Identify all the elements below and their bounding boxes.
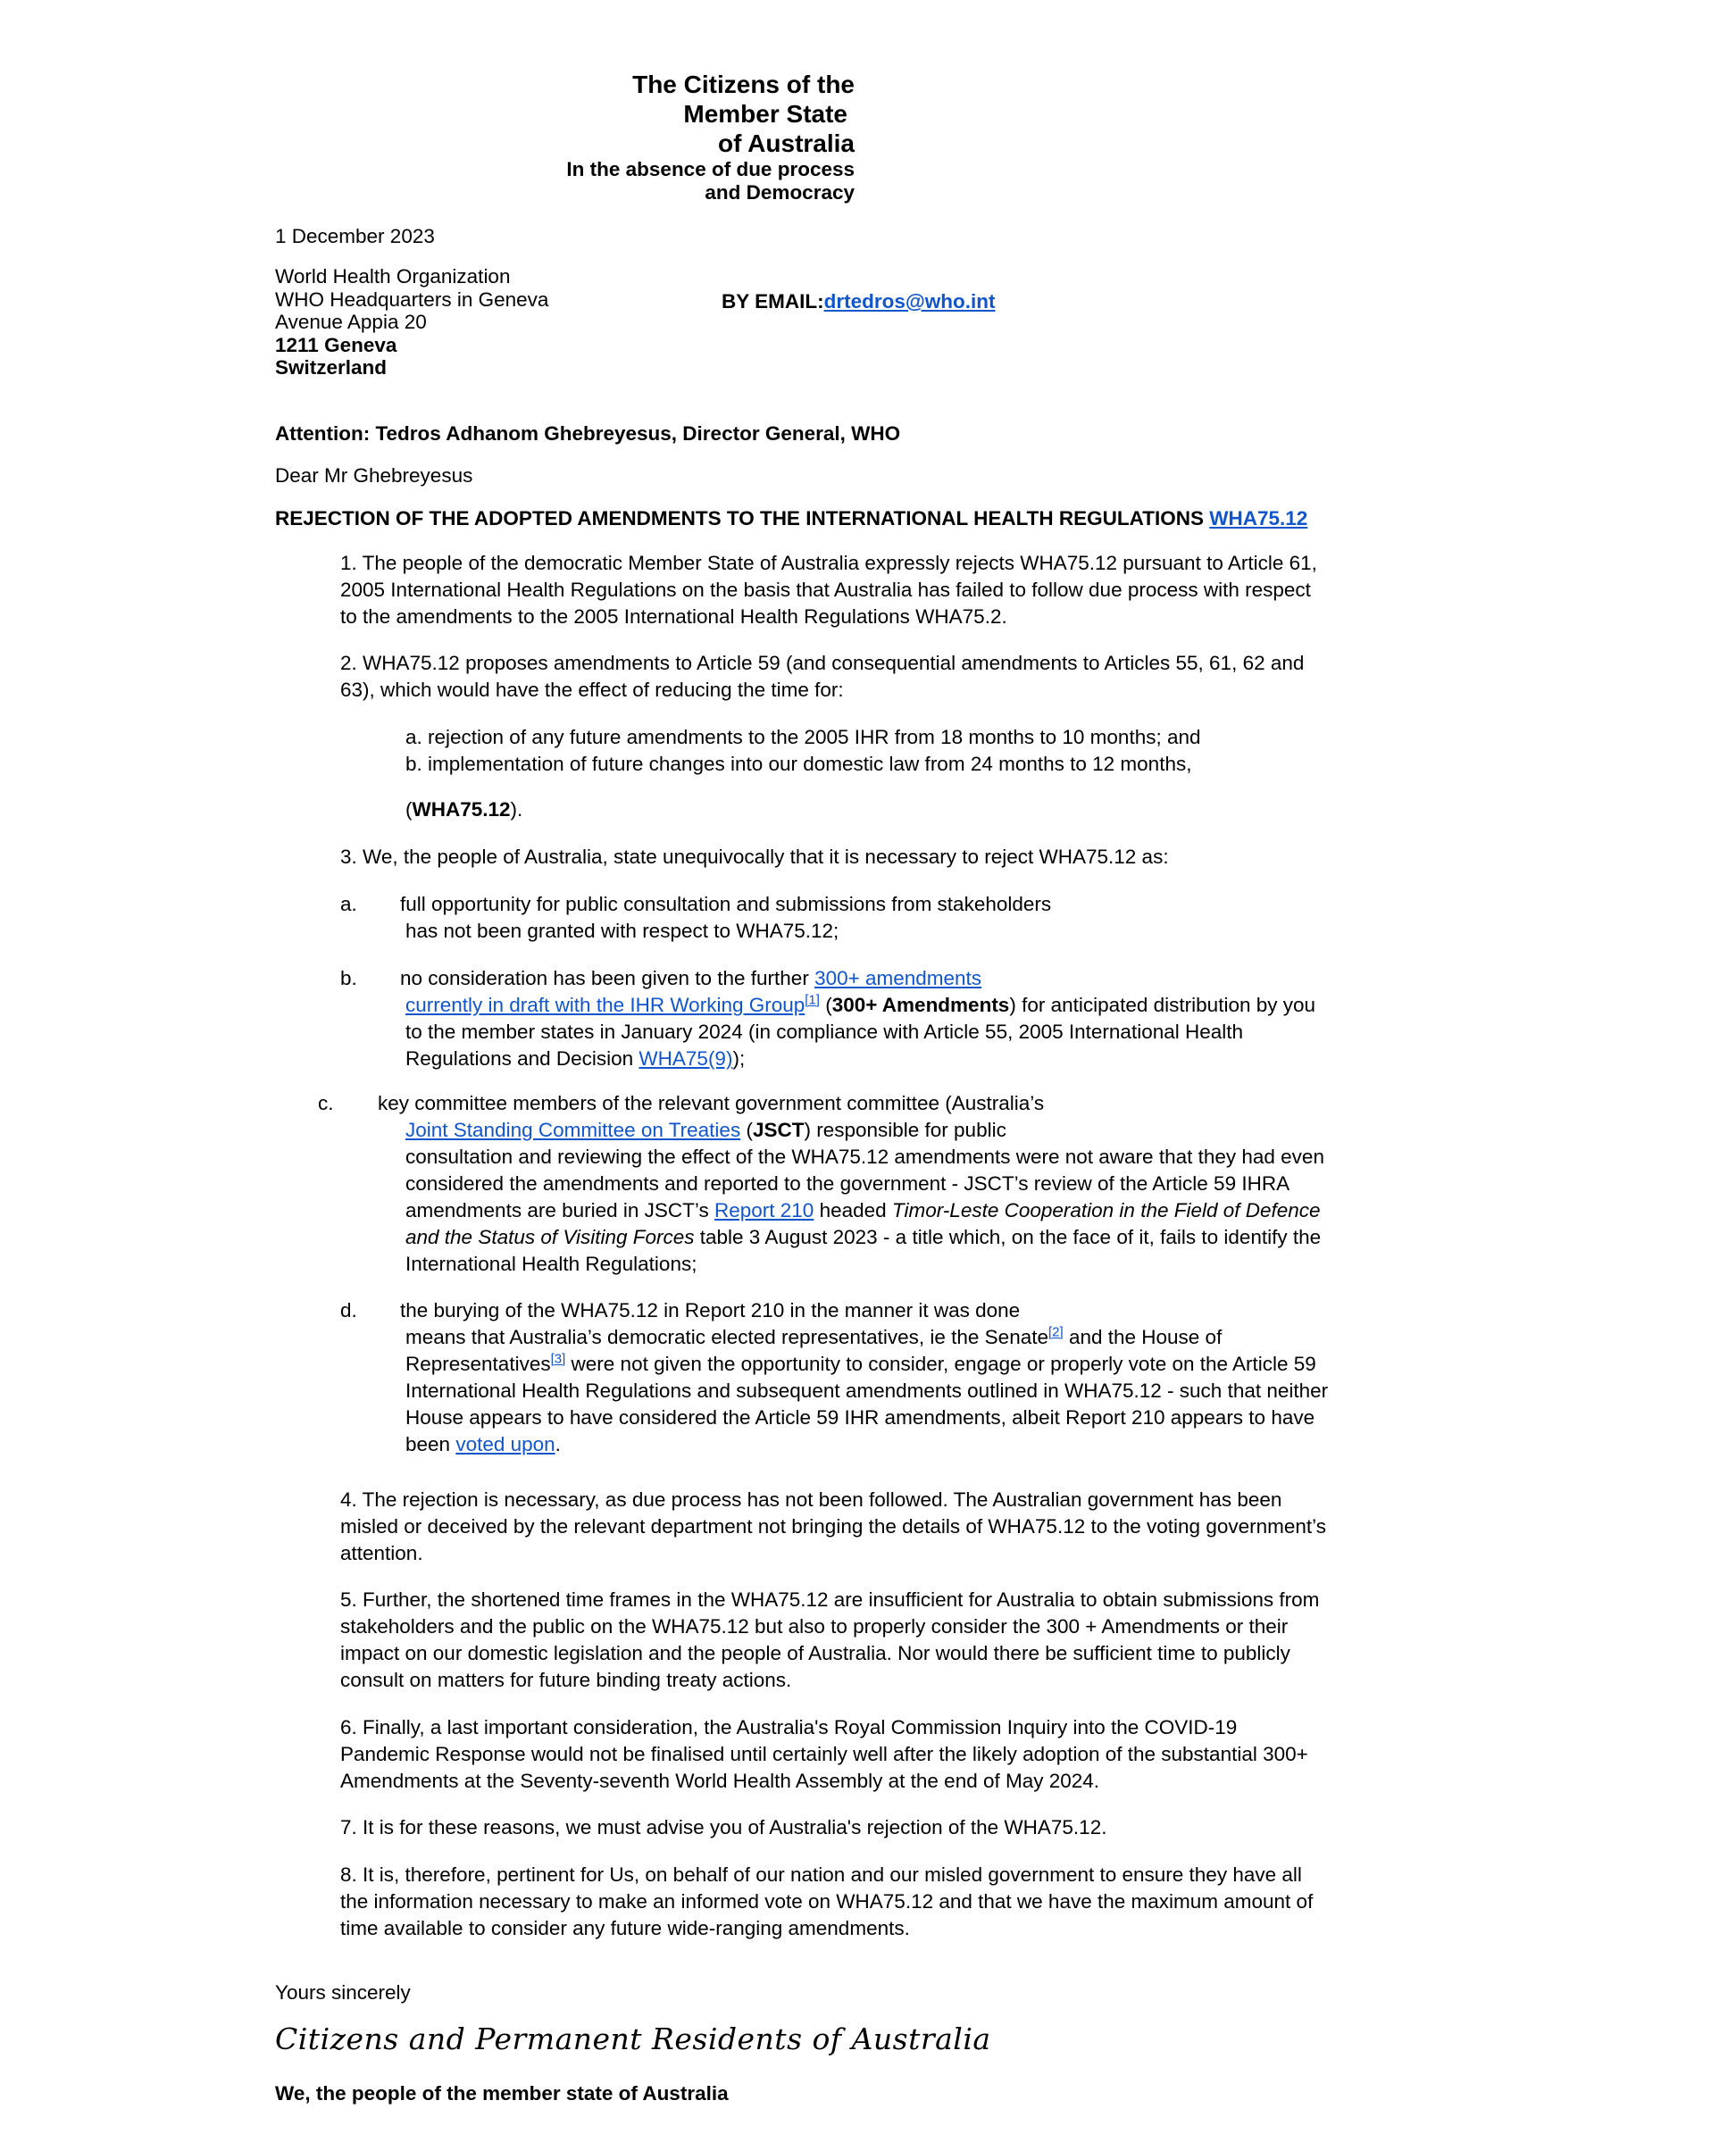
p2-paren-bold: WHA75.12 — [412, 798, 511, 821]
recipient-address — [275, 265, 548, 379]
p5-line: impact on our domestic legislation and the people of Australia. Nor would there be sufficient time to publicly — [340, 1642, 1290, 1664]
p3c-text: ) responsible for public — [804, 1119, 1006, 1141]
p3-item-b-label: b. — [340, 967, 357, 989]
footnote-1-link[interactable]: [1] — [805, 992, 820, 1008]
p3c-text: amendments are buried in JSCT’s — [405, 1199, 714, 1221]
p8-line: 8. It is, therefore, pertinent for Us, on behalf of our nation and our misled government to ensure they have all — [340, 1863, 1302, 1886]
p5-line: stakeholders and the public on the WHA75.12 but also to properly consider the 300 + Amendments or their — [340, 1615, 1289, 1638]
report-210-link[interactable]: Report 210 — [714, 1199, 814, 1221]
p3b-text: no consideration has been given to the further — [400, 967, 815, 989]
p1-line: to the amendments to the 2005 International Health Regulations WHA75.2. — [340, 605, 1007, 628]
paragraph-6 — [340, 1714, 1308, 1795]
p2-paren-open: ( — [405, 798, 413, 821]
paragraph-2 — [340, 650, 1304, 704]
address-line-4: 1211 Geneva — [275, 333, 397, 356]
p2-item-a: a. rejection of any future amendments to the 2005 IHR from 18 months to 10 months; and — [405, 726, 1201, 748]
paragraph-4 — [340, 1487, 1326, 1567]
attention-line: Attention: Tedros Adhanom Ghebreyesus, Director General, WHO — [275, 422, 901, 445]
p5-line: consult on matters for future binding treaty actions. — [340, 1669, 792, 1691]
p3d-line: the burying of the WHA75.12 in Report 210 in the manner it was done — [400, 1299, 1021, 1321]
paragraph-3-intro: 3. We, the people of Australia, state unequivocally that it is necessary to reject WHA75.12 as: — [340, 846, 1169, 868]
letterhead — [566, 70, 855, 204]
footnote-2-link[interactable]: [2] — [1048, 1324, 1064, 1340]
p6-line: Pandemic Response would not be finalised until certainly well after the likely adoption of the substantial 300+ — [340, 1743, 1308, 1765]
p3b-text: ( — [819, 994, 832, 1016]
p3d-text: means that Australia’s democratic elected representatives, ie the Senate — [405, 1326, 1048, 1348]
p3b-bold: 300+ Amendments — [831, 994, 1010, 1016]
amendments-link[interactable]: 300+ amendments — [814, 967, 982, 989]
p3d-text: and the House of — [1063, 1326, 1223, 1348]
p3c-line: considered the amendments and reported to the government - JSCT’s review of the Article 59 IHRA — [405, 1172, 1290, 1195]
p1-line: 1. The people of the democratic Member State of Australia expressly rejects WHA75.12 pursuant to Article 61, — [340, 552, 1317, 574]
p2-line: 2. WHA75.12 proposes amendments to Article 59 (and consequential amendments to Articles 55, 61, 62 and — [340, 652, 1305, 674]
p2-paren-close: ). — [510, 798, 523, 821]
subject-link[interactable]: WHA75.12 — [1209, 507, 1308, 529]
p3b-text: ) for anticipated distribution by you — [1009, 994, 1316, 1016]
p6-line: Amendments at the Seventy-seventh World Health Assembly at the end of May 2024. — [340, 1770, 1100, 1792]
p3a-line: full opportunity for public consultation and submissions from stakeholders — [400, 893, 1052, 915]
p4-line: attention. — [340, 1542, 423, 1564]
letterhead-line-1: The Citizens of the — [632, 71, 855, 98]
closing: Yours sincerely — [275, 1981, 411, 2004]
address-line-3: Avenue Appia 20 — [275, 311, 427, 333]
p2-line: 63), which would have the effect of reducing the time for: — [340, 679, 844, 701]
p4-line: 4. The rejection is necessary, as due process has not been followed. The Australian government has been — [340, 1488, 1282, 1511]
subject-line — [275, 505, 1307, 532]
p3d-text: . — [555, 1433, 561, 1455]
p3-item-d — [400, 1297, 1328, 1458]
p3-item-b — [400, 965, 1315, 1072]
letterhead-line-2: Member State — [683, 100, 847, 128]
subject-text: REJECTION OF THE ADOPTED AMENDMENTS TO THE INTERNATIONAL HEALTH REGULATIONS — [275, 507, 1205, 529]
p4-line: misled or deceived by the relevant department not bringing the details of WHA75.12 to the voting government’s — [340, 1515, 1326, 1538]
p3a-line: has not been granted with respect to WHA75.12; — [405, 920, 839, 942]
p1-line: 2005 International Health Regulations on the basis that Australia has failed to follow due process with respect — [340, 579, 1311, 601]
p2-item-b: b. implementation of future changes into our domestic law from 24 months to 12 months, — [405, 753, 1192, 775]
p3c-line: key committee members of the relevant government committee (Australia’s — [378, 1092, 1045, 1114]
address-line-2: WHO Headquarters in Geneva — [275, 288, 549, 311]
p2-reference — [405, 796, 522, 823]
p3-item-a — [400, 891, 1051, 945]
voted-upon-link[interactable]: voted upon — [455, 1433, 555, 1455]
p6-line: 6. Finally, a last important consideration, the Australia's Royal Commission Inquiry into the COVID-19 — [340, 1716, 1238, 1738]
p3-item-a-label: a. — [340, 893, 357, 915]
signature: Citizens and Permanent Residents of Australia — [275, 2021, 991, 2056]
p8-line: the information necessary to make an informed vote on WHA75.12 and that we have the maximum amount of — [340, 1890, 1314, 1913]
p3d-text: were not given the opportunity to consider, engage or properly vote on the Article 59 — [565, 1353, 1316, 1375]
wha75-9-link[interactable]: WHA75(9) — [638, 1047, 733, 1070]
address-line-5: Switzerland — [275, 356, 388, 379]
email-link[interactable]: drtedros@who.int — [823, 290, 996, 313]
p3b-line: to the member states in January 2024 (in compliance with Article 55, 2005 International Health — [405, 1021, 1244, 1043]
p3c-bold: JSCT — [752, 1119, 805, 1141]
paragraph-8 — [340, 1862, 1313, 1942]
paragraph-1 — [340, 550, 1317, 630]
p5-line: 5. Further, the shortened time frames in the WHA75.12 are insufficient for Australia to obtain submissions from — [340, 1588, 1320, 1611]
p3d-text: been — [405, 1433, 456, 1455]
jsct-link[interactable]: Joint Standing Committee on Treaties — [405, 1119, 741, 1141]
letterhead-line-3: of Australia — [718, 129, 855, 157]
p3d-line: House appears to have considered the Article 59 IHR amendments, albeit Report 210 appears to have — [405, 1406, 1315, 1429]
paragraph-7: 7. It is for these reasons, we must advise you of Australia's rejection of the WHA75.12. — [340, 1816, 1107, 1838]
signoff: We, the people of the member state of Australia — [275, 2082, 729, 2105]
p3b-text: ); — [732, 1047, 746, 1070]
p3-item-c-label: c. — [318, 1092, 334, 1114]
letterhead-sub-1: In the absence of due process — [566, 158, 855, 180]
by-email-label: BY EMAIL: — [722, 290, 824, 313]
p3c-text: ( — [740, 1119, 753, 1141]
p3c-italic: Timor-Leste Cooperation in the Field of Defence — [891, 1199, 1321, 1221]
p3b-text: Regulations and Decision — [405, 1047, 639, 1070]
p3c-italic: and the Status of Visiting Forces — [405, 1226, 695, 1248]
ihr-working-group-link[interactable]: currently in draft with the IHR Working Group — [405, 994, 805, 1016]
salutation: Dear Mr Ghebreyesus — [275, 464, 473, 487]
p3c-line: International Health Regulations; — [405, 1253, 697, 1275]
p3c-text: table 3 August 2023 - a title which, on the face of it, fails to identify the — [694, 1226, 1322, 1248]
by-email — [722, 288, 996, 315]
letter-date: 1 December 2023 — [275, 225, 435, 247]
p3c-text: headed — [814, 1199, 892, 1221]
p3-item-d-label: d. — [340, 1299, 357, 1321]
p3c-line: consultation and reviewing the effect of the WHA75.12 amendments were not aware that they had even — [405, 1146, 1324, 1168]
p8-line: time available to consider any future wide-ranging amendments. — [340, 1917, 910, 1939]
p3d-line: International Health Regulations and subsequent amendments outlined in WHA75.12 - such that neither — [405, 1380, 1329, 1402]
footnote-3-link[interactable]: [3] — [550, 1351, 566, 1367]
letterhead-sub-2: and Democracy — [705, 181, 855, 204]
p3d-text: Representatives — [405, 1353, 551, 1375]
p3-item-c — [378, 1090, 1324, 1278]
p2-sublist — [405, 724, 1201, 778]
paragraph-5 — [340, 1587, 1319, 1694]
address-line-1: World Health Organization — [275, 265, 511, 288]
